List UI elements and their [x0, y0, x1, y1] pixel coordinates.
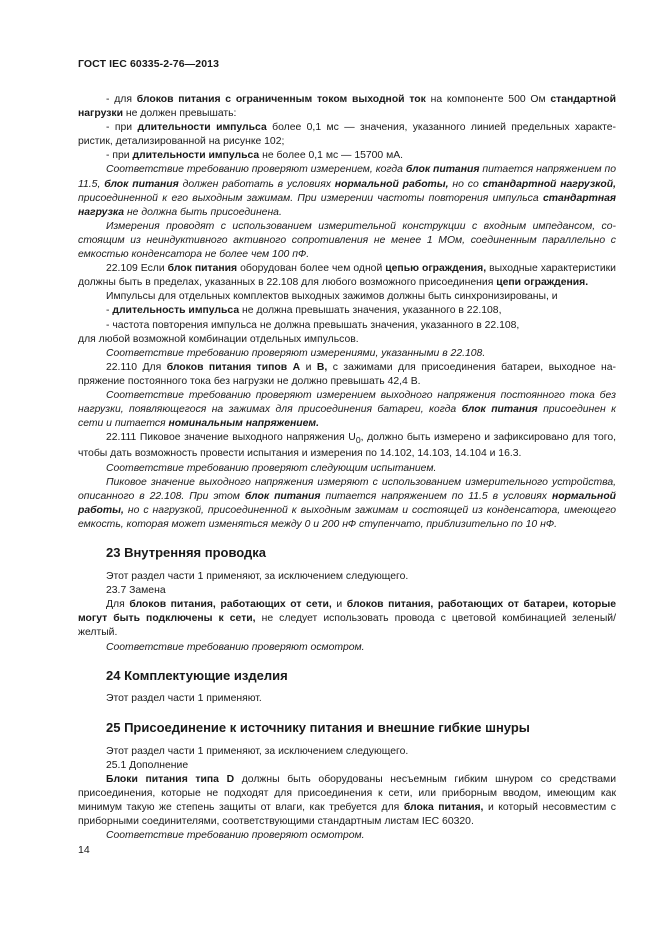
section-24-heading: 24 Комплектующие изделия	[106, 667, 288, 683]
section-25-intro: Этот раздел части 1 применяют, за исключением следующего.	[106, 745, 409, 757]
section-25-compliance: Соответствие требованию проверяют осмотром.	[106, 830, 365, 842]
paragraph-peak-voltage: Пиковое значение выходного напряжения измеряют с использованием измерительного устройства, описанного в 22.108. При этом блок питания питается напряжением по 11.5 в условиях нормальной работы, но с нагрузкой, присоединенной к выходным зажимам и состоящей из конденсатора, имеющего емкость, которая может изменяться между 0 и 200 нФ ступенчато, приблизительно по 10 нФ.	[78, 476, 617, 530]
paragraph-pulse-over: - при длительности импульса более 0,1 мс — значения, указанного линией предельных характеристик, детализированной на рисунке 102;	[78, 122, 617, 148]
paragraph-pulse-duration: - длительность импульса не должна превышать значения, указанного в 22.108,	[106, 305, 502, 317]
paragraph-22-111: 22.111 Пиковое значение выходного напряжения $U_0$, должно быть измерено и зафиксировано для того, чтобы дать возможность провести испытания и измерения по 14.102, 14.103, 14.104 и 16.3.	[78, 432, 616, 460]
section-23-compliance: Соответствие требованию проверяют осмотром.	[106, 641, 365, 653]
document-body	[78, 93, 616, 844]
section-25-heading: 25 Присоединение к источнику питания и внешние гибкие шнуры	[106, 719, 530, 735]
paragraph-22-110: 22.110 Для блоков питания типов А и В, с зажимами для присоединения батареи, выходное напряжение постоянного тока без нагрузки не должно превышать 42,4 В.	[78, 361, 616, 387]
paragraph-22-109: 22.109 Если блок питания оборудован более чем одной цепью ограждения, выходные характеристики должны быть в пределах, указанных в 22.108 для любого возможного присоединения цепи ограждения.	[78, 263, 616, 289]
paragraph-limited-current: - для блоков питания с ограниченным током выходной ток на компоненте 500 Ом стандартной нагрузки не должен превышать:	[78, 94, 616, 120]
page-number: 14	[78, 844, 90, 856]
paragraph-pulses-sync: Импульсы для отдельных комплектов выходных зажимов должны быть синхронизированы, и	[106, 291, 558, 303]
paragraph-pulse-frequency: - частота повторения импульса не должна превышать значения, указанного в 22.108,	[106, 319, 520, 331]
paragraph-combination: для любой возможной комбинации отдельных импульсов.	[78, 333, 359, 345]
paragraph-compliance-2: Соответствие требованию проверяют измерениями, указанными в 22.108.	[106, 347, 486, 359]
section-23-wiring: Для блоков питания, работающих от сети, и блоков питания, работающих от батареи, которые могут быть подключены к сети, не следует использовать провода с цветовой комбинацией зеленый/желтый.	[78, 599, 617, 639]
section-24-intro: Этот раздел части 1 применяют.	[106, 692, 262, 704]
paragraph-pulse-under: - при длительности импульса не более 0,1 мс — 15700 мА.	[106, 150, 404, 162]
paragraph-measurements: Измерения проводят с использованием измерительной конструкции с входным импедансом, состоящим из неиндуктивного активного сопротивления не менее 1 МОм, соединенным параллельно с емкостью конденсатора не более чем 100 пФ.	[78, 220, 616, 261]
section-25-type-d: Блоки питания типа D должны быть оборудованы несъемным гибким шнуром со средствами присоединения, которые не подходят для присоединения к сети, или приборным вводом, имеющим как минимум такую же степень защиты от влаги, как требуется для блока питания, и который несовместим с приборными соединителями, соответствующими стандартным листам IEC 60320.	[78, 774, 616, 828]
paragraph-compliance-1: Соответствие требованию проверяют измерением, когда блок питания питается напряжением по 11.5, блок питания должен работать в условиях нормальной работы, но со стандартной нагрузкой, присоединенной к его выходным зажимам. При измерении частоты повторения импульса стандартная нагрузка не должна быть присоединена.	[78, 164, 617, 218]
section-23-7: 23.7 Замена	[106, 585, 166, 597]
paragraph-compliance-3: Соответствие требованию проверяют измерением выходного напряжения постоянного тока без нагрузки, появляющегося на зажимах для присоединения батареи, когда блок питания присоединен к сети и питается номинальным напряжением.	[78, 389, 617, 430]
document-header: ГОСТ IEC 60335-2-76—2013	[78, 58, 220, 70]
section-23-intro: Этот раздел части 1 применяют, за исключением следующего.	[106, 571, 409, 583]
paragraph-compliance-4: Соответствие требованию проверяют следующим испытанием.	[106, 462, 437, 474]
section-25-1: 25.1 Дополнение	[106, 760, 189, 772]
section-23-heading: 23 Внутренняя проводка	[106, 544, 267, 560]
